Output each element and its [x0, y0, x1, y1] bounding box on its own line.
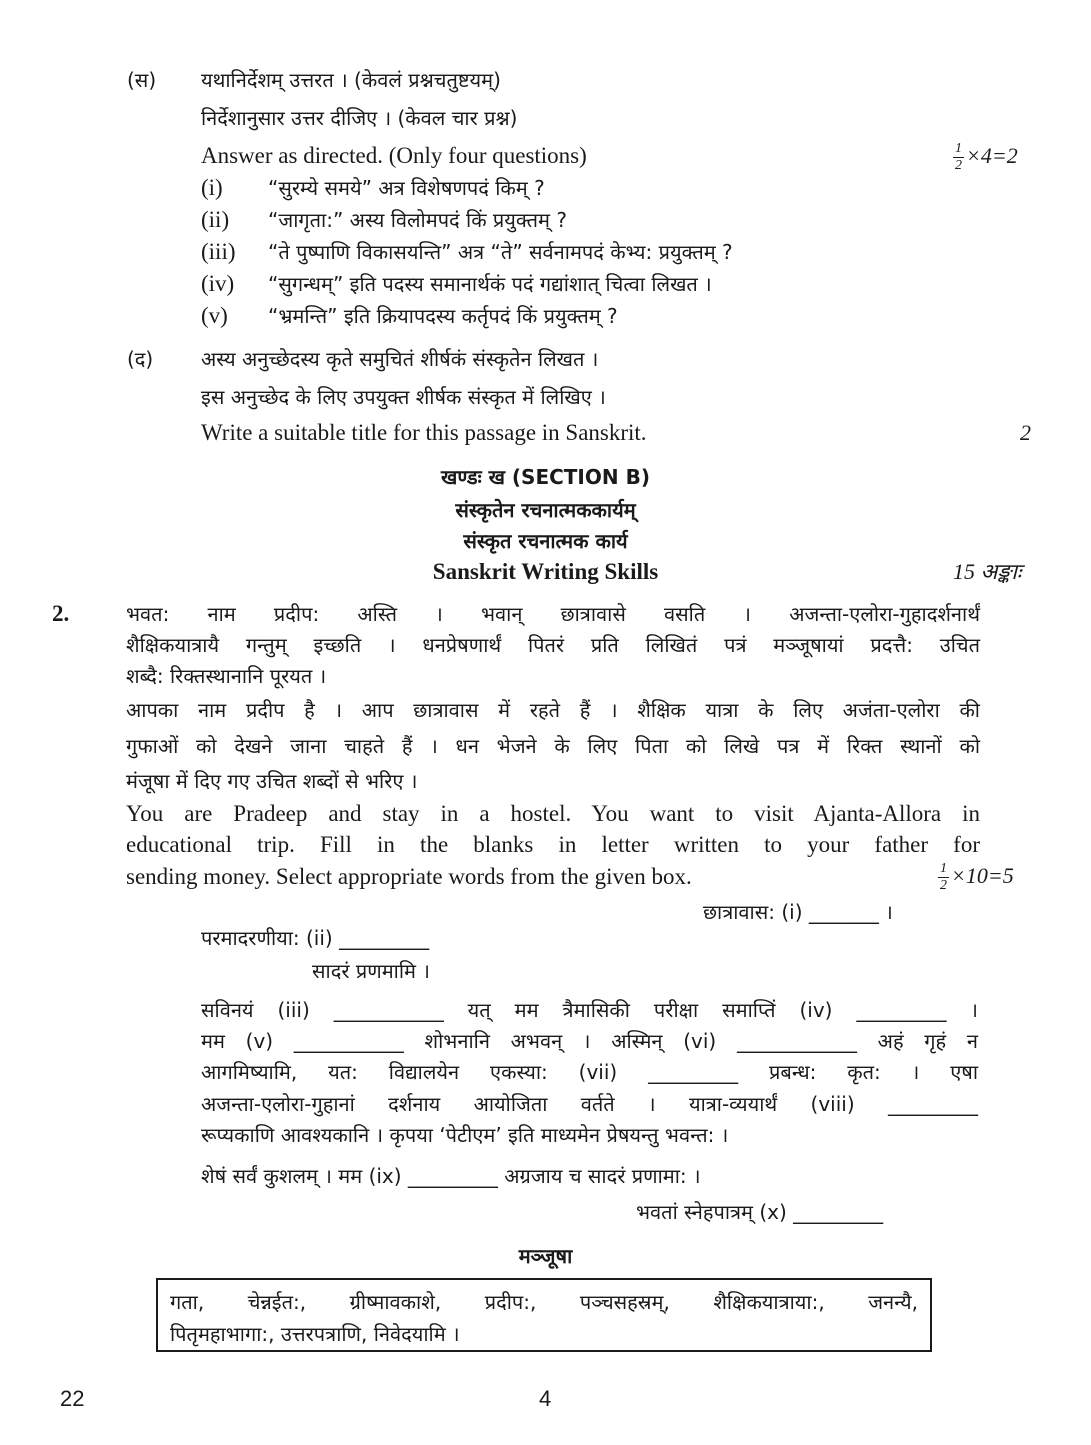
q2-sanskrit-line: भवत: नाम प्रदीप: अस्ति । भवान् छात्रावासे वसति । अजन्ता-एलोरा-गुहादर्शनार्थं: [126, 602, 980, 626]
letter-closing: शेषं सर्वं कुशलम् । मम (ix) _________ अग्रजाय च सादरं प्रणामा: ।: [201, 1164, 701, 1188]
letter-signoff: भवतां स्नेहपात्रम् (x) _________: [636, 1200, 884, 1224]
question-number: (i): [201, 175, 223, 200]
section-b-subheading-english: Sanskrit Writing Skills: [432, 559, 659, 584]
question-text: “ते पुष्पाणि विकासयन्ति” अत्र “ते” सर्वनामपदं केभ्य: प्रयुक्तम् ?: [268, 240, 733, 264]
section-b-marks: 15 अङ्काः: [953, 559, 1022, 584]
question-2-number: 2.: [52, 601, 70, 626]
marks-fraction: $\frac{1}{2}$: [940, 861, 947, 894]
question-number: (iv): [201, 271, 235, 296]
question-text: “भ्रमन्ति” इति क्रियापदस्य कर्तृपदं किं प्रयुक्तम् ?: [268, 304, 618, 328]
q2-hindi-line: आपका नाम प्रदीप है । आप छात्रावास में रहते हैं । शैक्षिक यात्रा के लिए अजंता-एलोरा की: [126, 698, 980, 722]
question-number: (iii): [201, 239, 236, 264]
manjusha-words-line: पितृमहाभागा:, उत्तरपत्राणि, निवेदयामि ।: [170, 1322, 460, 1346]
section-c-label: (स): [127, 68, 157, 92]
section-b-subheading-sanskrit: संस्कृतेन रचनात्मककार्यम्: [455, 498, 636, 522]
paper-code: 22: [60, 1386, 85, 1411]
letter-body-line: अजन्ता-एलोरा-गुहानां दर्शनाय आयोजिता वर्तते । यात्रा-व्ययार्थं (viii) _________: [201, 1092, 978, 1116]
question-text: “सुगन्धम्” इति पदस्य समानार्थकं पदं गद्यांशात् चित्वा लिखत ।: [268, 272, 712, 296]
letter-body-line: सविनयं (iii) ___________ यत् मम त्रैमासिकी परीक्षा समाप्तिं (iv) _________ ।: [201, 998, 978, 1022]
section-b-subheading-hindi: संस्कृत रचनात्मक कार्य: [463, 529, 628, 553]
q2-english-line: You are Pradeep and stay in a hostel. You want to visit Ajanta-Allora in: [126, 801, 980, 826]
section-c-marks: $\frac{1}{2}$ ×4=2: [955, 141, 1018, 174]
manjusha-words-line: गता, चेन्नईत:, ग्रीष्मावकाशे, प्रदीप:, पञ्चसहस्रम्, शैक्षिकयात्राया:, जनन्यै,: [170, 1290, 918, 1314]
q2-english-line: sending money. Select appropriate words from the given box.: [126, 864, 692, 889]
q2-hindi-line: मंजूषा में दिए गए उचित शब्दों से भरिए ।: [126, 769, 418, 793]
q2-english-line: educational trip. Fill in the blanks in letter written to your father for: [126, 832, 980, 857]
letter-body-line: मम (v) ___________ शोभनानि अभवन् । अस्मिन् (vi) ____________ अहं गृहं न: [201, 1029, 978, 1053]
letter-greeting: सादरं प्रणमामि ।: [312, 959, 430, 983]
letter-address: छात्रावास: (i) _______ ।: [703, 900, 893, 924]
q2-sanskrit-line: शब्दै: रिक्तस्थानानि पूरयत ।: [126, 664, 327, 688]
section-c-instruction-sanskrit: यथानिर्देशम् उत्तरत । (केवलं प्रश्नचतुष्टयम्): [201, 68, 501, 92]
section-d-label: (द): [127, 347, 154, 371]
section-c-instruction-hindi: निर्देशानुसार उत्तर दीजिए । (केवल चार प्रश्न): [201, 106, 518, 130]
section-d-marks: 2: [1020, 420, 1031, 445]
letter-body-line: रूप्यकाणि आवश्यकानि । कृपया ‘पेटीएम’ इति माध्यमेन प्रेषयन्तु भवन्त: ।: [201, 1123, 729, 1147]
question-number: (v): [201, 303, 228, 328]
q2-hindi-line: गुफाओं को देखने जाना चाहते हैं । धन भेजने के लिए पिता को लिखे पत्र में रिक्त स्थानों को: [126, 734, 980, 758]
letter-salutation: परमादरणीया: (ii) _________: [201, 926, 430, 950]
question-text: “जागृता:” अस्य विलोमपदं किं प्रयुक्तम् ?: [268, 208, 567, 232]
letter-body-line: आगमिष्यामि, यत: विद्यालयेन एकस्या: (vii) _________ प्रबन्ध: कृत: । एषा: [201, 1060, 978, 1084]
question-number: (ii): [201, 207, 230, 232]
q2-marks: $\frac{1}{2}$ ×10=5: [940, 861, 1014, 894]
marks-fraction: $\frac{1}{2}$: [955, 141, 962, 174]
question-text: “सुरम्ये समये” अत्र विशेषणपदं किम् ?: [268, 176, 545, 200]
section-d-instruction-english: Write a suitable title for this passage in Sanskrit.: [201, 420, 647, 445]
section-d-instruction-sanskrit: अस्य अनुच्छेदस्य कृते समुचितं शीर्षकं संस्कृतेन लिखत ।: [201, 347, 599, 371]
q2-sanskrit-line: शैक्षिकयात्रायै गन्तुम् इच्छति । धनप्रेषणार्थं पितरं प्रति लिखितं पत्रं मञ्जूषायां प्रदत्तै: उचित: [126, 633, 980, 657]
section-c-instruction-english: Answer as directed. (Only four questions): [201, 143, 587, 168]
page-number: 4: [539, 1386, 552, 1411]
manjusha-title: मञ्जूषा: [518, 1244, 573, 1268]
section-b-heading: खण्डः ख (SECTION B): [441, 465, 650, 489]
section-d-instruction-hindi: इस अनुच्छेद के लिए उपयुक्त शीर्षक संस्कृत में लिखिए ।: [201, 385, 606, 409]
